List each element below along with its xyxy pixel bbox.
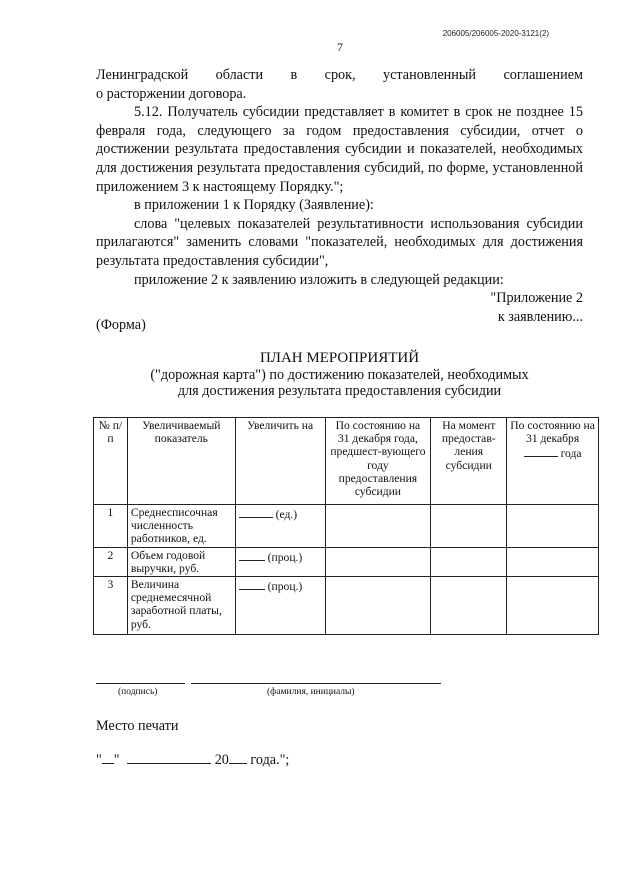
year-blank-line (229, 751, 247, 764)
form-label: (Форма) (96, 317, 146, 333)
plan-title-block (96, 350, 583, 400)
stamp-place-label: Место печати (96, 718, 179, 734)
row-indicator: Среднесписочная численность работников, ед. (127, 505, 235, 548)
value-blank-line (239, 549, 265, 561)
empty-cell (325, 547, 431, 576)
signature-lines (96, 683, 441, 684)
header-dec-31 (507, 418, 599, 505)
row-indicator: Объем годовой выручки, руб. (127, 547, 235, 576)
row-unit: (проц.) (267, 550, 303, 564)
plan-table (93, 417, 599, 635)
paragraph-1-line-2: о расторжении договора. (96, 85, 247, 102)
row-number: 1 (94, 505, 128, 548)
name-caption: (фамилия, инициалы) (267, 687, 355, 697)
paragraph-words-replace: слова "целевых показателей результативности использования субсидии прилагаются" заменить словами "показателей, необходимых для достижения результата предоставления субсидии", (96, 215, 583, 269)
header-number: № п/п (94, 418, 128, 505)
row-indicator: Величина среднемесячной заработной платы, руб. (127, 577, 235, 635)
table-row (94, 547, 599, 576)
row-unit: (проц.) (267, 580, 303, 594)
row-increase-cell (235, 577, 325, 635)
empty-cell (507, 577, 599, 635)
row-increase-cell (235, 505, 325, 548)
value-blank-line (239, 578, 265, 590)
paragraph-appendix-1: в приложении 1 к Порядку (Заявление): (134, 197, 374, 214)
header-at-subsidy: На момент предостав-ления субсидии (431, 418, 507, 505)
appendix-caption-line-1: "Приложение 2 (490, 290, 583, 307)
appendix-caption-line-2: к заявлению... (497, 308, 583, 325)
signature-line (96, 683, 185, 684)
value-blank-line (239, 506, 273, 518)
body-text (96, 66, 583, 326)
empty-cell (507, 505, 599, 548)
plan-subtitle-line-1: ("дорожная карта") по достижению показателей, необходимых (150, 366, 529, 383)
year-blank-line (524, 445, 558, 457)
header-dec-31-text: По состоянию на 31 декабря (510, 419, 595, 446)
month-blank-line (127, 751, 211, 764)
header-indicator: Увеличиваемый показатель (127, 418, 235, 505)
paragraph-5-12: 5.12. Получатель субсидии представляет в комитет в срок не позднее 15 февраля года, следующего за годом предоставления субсидии, отчет о достижении результата предоставления субсидии и показателей, необходимых для достижения результата предоставления субсидий, по форме, установленной приложением 3 к настоящему Порядку."; (96, 104, 583, 195)
date-line (96, 751, 289, 769)
plan-title: ПЛАН МЕРОПРИЯТИЙ (259, 350, 420, 366)
header-prev-year: По состоянию на 31 декабря года, предшест-вующего году предоставления субсидии (325, 418, 431, 505)
paragraph-appendix-2: приложение 2 к заявлению изложить в следующей редакции: (134, 271, 504, 288)
date-suffix: года."; (250, 752, 290, 768)
empty-cell (507, 547, 599, 576)
table-header-row (94, 418, 599, 505)
row-number: 2 (94, 547, 128, 576)
empty-cell (325, 577, 431, 635)
table-row (94, 505, 599, 548)
header-year-word: года (560, 447, 582, 461)
name-line (191, 683, 441, 684)
table-row (94, 577, 599, 635)
row-number: 3 (94, 577, 128, 635)
plan-subtitle-line-2: для достижения результата предоставления субсидии (177, 383, 502, 399)
row-unit: (ед.) (275, 508, 298, 521)
empty-cell (431, 505, 507, 548)
document-id: 206005/206005-2020-3121(2) (442, 29, 549, 38)
header-increase-by: Увеличить на (235, 418, 325, 505)
page-number: 7 (337, 40, 343, 54)
signature-caption: (подпись) (118, 687, 158, 697)
date-quote-open: " (96, 752, 102, 768)
empty-cell (431, 577, 507, 635)
day-blank-line (102, 751, 114, 764)
empty-cell (431, 547, 507, 576)
paragraph-1-line-1: Ленинградской области в срок, установленный соглашением (96, 67, 583, 83)
row-increase-cell (235, 547, 325, 576)
empty-cell (325, 505, 431, 548)
date-quote-close: " (113, 752, 120, 768)
year-prefix: 20 (214, 752, 229, 768)
